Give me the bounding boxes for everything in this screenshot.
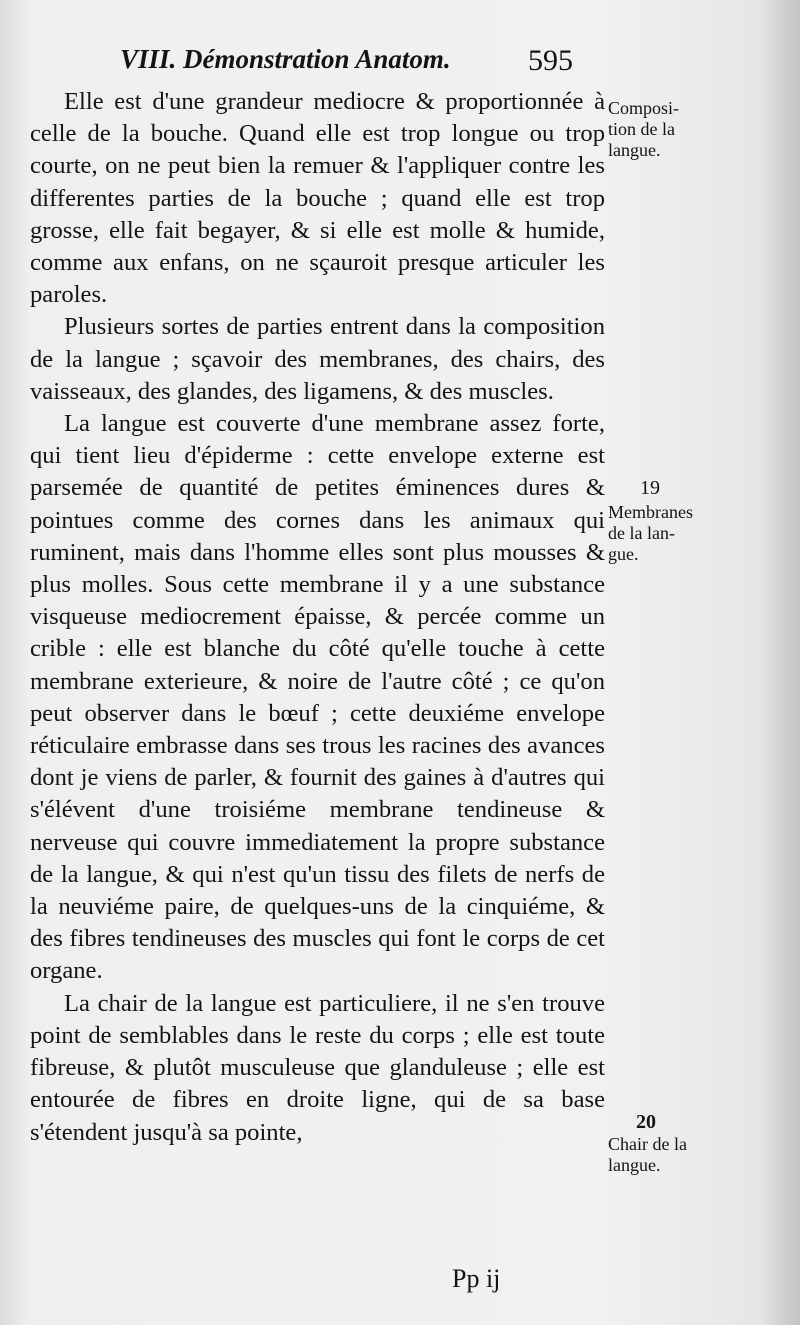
margin-note-line: langue. (608, 140, 661, 160)
paragraph: La chair de la langue est particuliere, il ne s'en trouve point de semblables dans le reste du corps ; elle est toute fibreuse, & plutôt musculeuse que glanduleuse ; elle est entourée de fibres en droite ligne, qui de sa base s'étendent jusqu'à sa pointe, (30, 989, 605, 1146)
page-number: 595 (528, 44, 573, 77)
margin-note-line: Membranes (608, 502, 693, 522)
page-header (120, 44, 620, 84)
margin-note-number: 20 (636, 1111, 656, 1133)
margin-note-line: Composi- (608, 98, 680, 118)
running-title: VIII. Démonstration Anatom. (120, 44, 451, 74)
margin-note-line: langue. (608, 1155, 661, 1175)
margin-note-line: Chair de la (608, 1134, 687, 1154)
margin-note-composition (608, 98, 798, 161)
margin-note-number: 19 (640, 477, 660, 499)
margin-note-line: gue. (608, 544, 639, 564)
paragraph: La langue est couverte d'une membrane assez forte, qui tient lieu d'épiderme : cette envelope externe est parsemée de quantité de petites éminences dures & pointues comme des cornes dans les animaux qui ruminent, mais dans l'homme elles sont plus mousses & plus molles. Sous cette membrane il y a une substance visqueuse mediocrement épaisse, & percée comme un crible : elle est blanche du côté qu'elle touche à cette membrane exterieure, & noire de l'autre côté ; ce qu'on peut observer dans le bœuf ; cette deuxiéme envelope réticulaire embrasse dans ses trous les racines des avances dont je viens de parler, & fournit des gaines à d'autres qui s'élévent d'une troisiéme membrane tendineuse & nerveuse qui couvre immediatement la propre substance de la langue, & qui n'est qu'un tissu des filets de nerfs de la neuviéme paire, de quelques-uns de la cinquiéme, & des fibres tendineuses des muscles qui font le corps de cet organe. (30, 410, 605, 985)
margin-note-chair (608, 1134, 798, 1176)
margin-note-membranes (608, 502, 798, 565)
paragraph: Elle est d'une grandeur mediocre & proportionnée à celle de la bouche. Quand elle est trop longue ou trop courte, on ne peut bien la remuer & l'appliquer contre les differentes parties de la bouche ; quand elle est trop grosse, elle fait begayer, & si elle est molle & humide, comme aux enfans, on ne sçauroit presque articuler les paroles. (30, 88, 605, 309)
margin-note-line: tion de la (608, 119, 675, 139)
signature-mark: Pp ij (452, 1264, 501, 1293)
body-text (30, 86, 605, 1149)
margin-note-line: de la lan- (608, 523, 675, 543)
paragraph: Plusieurs sortes de parties entrent dans la composition de la langue ; sçavoir des membranes, des chairs, des vaisseaux, des glandes, des ligamens, & des muscles. (30, 313, 605, 405)
